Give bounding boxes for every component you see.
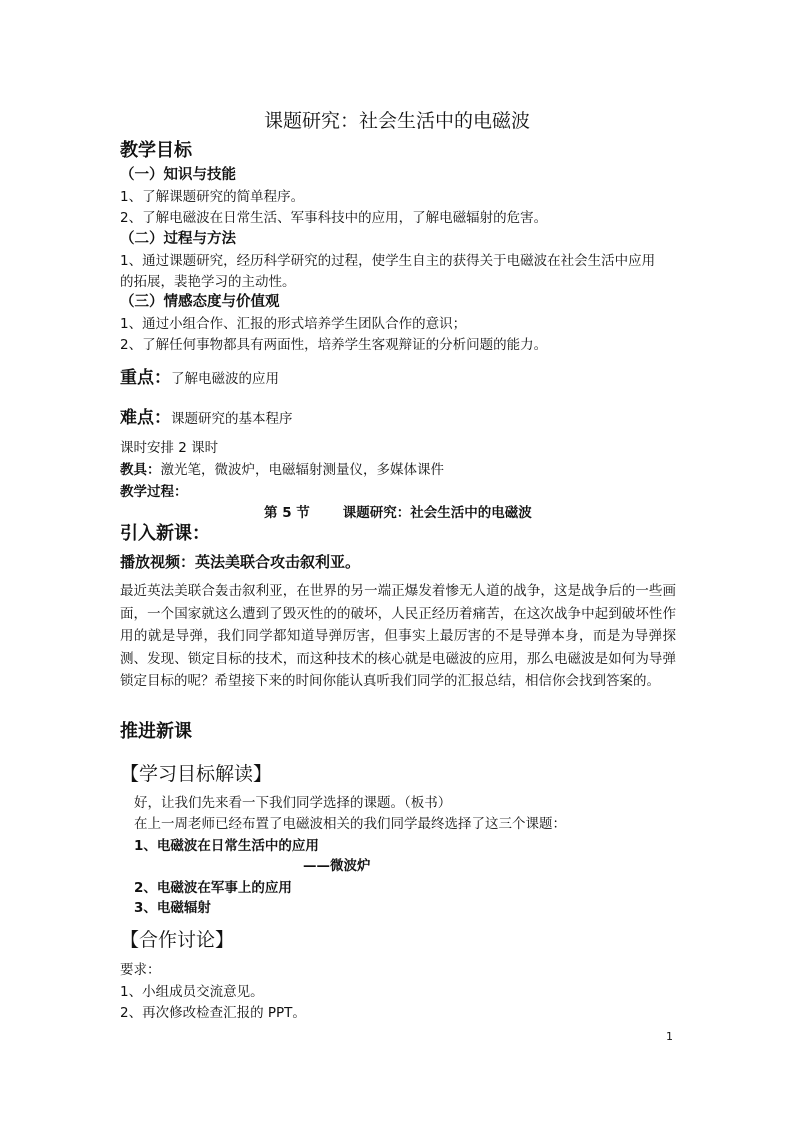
objective-text-line: 1、通过课题研究，经历科学研究的过程，使学生自主的获得关于电磁波在社会生活中应用 — [120, 253, 656, 269]
topic-item: 2、电磁波在军事上的应用 — [134, 880, 292, 896]
teaching-process-label: 教学过程： — [120, 484, 188, 500]
objective-item: 2、了解电磁波在日常生活、军事科技中的应用，了解电磁辐射的危害。 — [120, 210, 548, 226]
topic-subitem: ——微波炉 — [303, 858, 371, 874]
objective-text-line: 的拓展，裴艳学习的主动性。 — [120, 274, 296, 290]
page-number: 1 — [666, 1030, 673, 1043]
objectives-heading: 教学目标 — [120, 140, 192, 161]
tools-label: 教具： — [120, 462, 161, 478]
advance-heading: 推进新课 — [120, 721, 192, 742]
attitude-values-heading: （三）情感态度与价值观 — [120, 294, 280, 310]
topic-item: 3、电磁辐射 — [134, 900, 211, 916]
key-point — [120, 363, 279, 388]
requirement-item: 1、小组成员交流意见。 — [120, 984, 264, 1000]
goals-line: 在上一周老师已经布置了电磁波相关的我们同学最终选择了这三个课题： — [134, 816, 566, 832]
requirement-item: 2、再次修改检查汇报的 PPT。 — [120, 1005, 306, 1021]
learning-goals-heading: 【学习目标解读】 — [120, 763, 273, 785]
process-method-heading: （二）过程与方法 — [120, 231, 236, 247]
teaching-tools — [120, 458, 444, 478]
section-title: 第 5 节 课题研究：社会生活中的电磁波 — [264, 505, 532, 521]
knowledge-skills-heading: （一）知识与技能 — [120, 167, 236, 183]
intro-heading: 引入新课： — [120, 523, 210, 544]
objective-item: 1、了解课题研究的简单程序。 — [120, 189, 305, 205]
requirements-label: 要求： — [120, 962, 161, 978]
tools-text: 激光笔，微波炉，电磁辐射测量仪，多媒体课件 — [160, 462, 444, 478]
topic-item: 1、电磁波在日常生活中的应用 — [134, 838, 319, 854]
difficulty-text: 课题研究的基本程序 — [171, 411, 293, 427]
difficulty — [120, 403, 293, 428]
discussion-heading: 【合作讨论】 — [120, 929, 235, 951]
key-point-label: 重点： — [120, 368, 171, 388]
difficulty-label: 难点： — [120, 408, 171, 428]
objective-item: 1、通过小组合作、汇报的形式培养学生团队合作的意识； — [120, 316, 467, 332]
goals-line: 好，让我们先来看一下我们同学选择的课题。（板书） — [134, 795, 452, 811]
key-point-text: 了解电磁波的应用 — [171, 371, 279, 387]
intro-paragraph: 最近英法美联合轰击叙利亚，在世界的另一端正爆发着惨无人道的战争，这是战争后的一些画面，一个国家就这么遭到了毁灭性的的破坏，人民正经历着痛苦，在这次战争中起到破坏性作用的就是导弹，我们同学都知道导弹厉害，但事实上最厉害的不是导弹本身，而是为导弹探测、发现、锁定目标的技术，而这种技术的核心就是电磁波的应用，那么电磁波是如何为导弹锁定目标的呢？希望接下来的时间你能认真听我们同学的汇报总结，相信你会找到答案的。 — [120, 583, 676, 690]
video-heading: 播放视频：英法美联合攻击叙利亚。 — [120, 553, 361, 571]
objective-item: 2、了解任何事物都具有两面性，培养学生客观辩证的分析问题的能力。 — [120, 337, 548, 353]
document-title: 课题研究：社会生活中的电磁波 — [263, 110, 530, 132]
class-hours: 课时安排 2 课时 — [120, 440, 219, 456]
